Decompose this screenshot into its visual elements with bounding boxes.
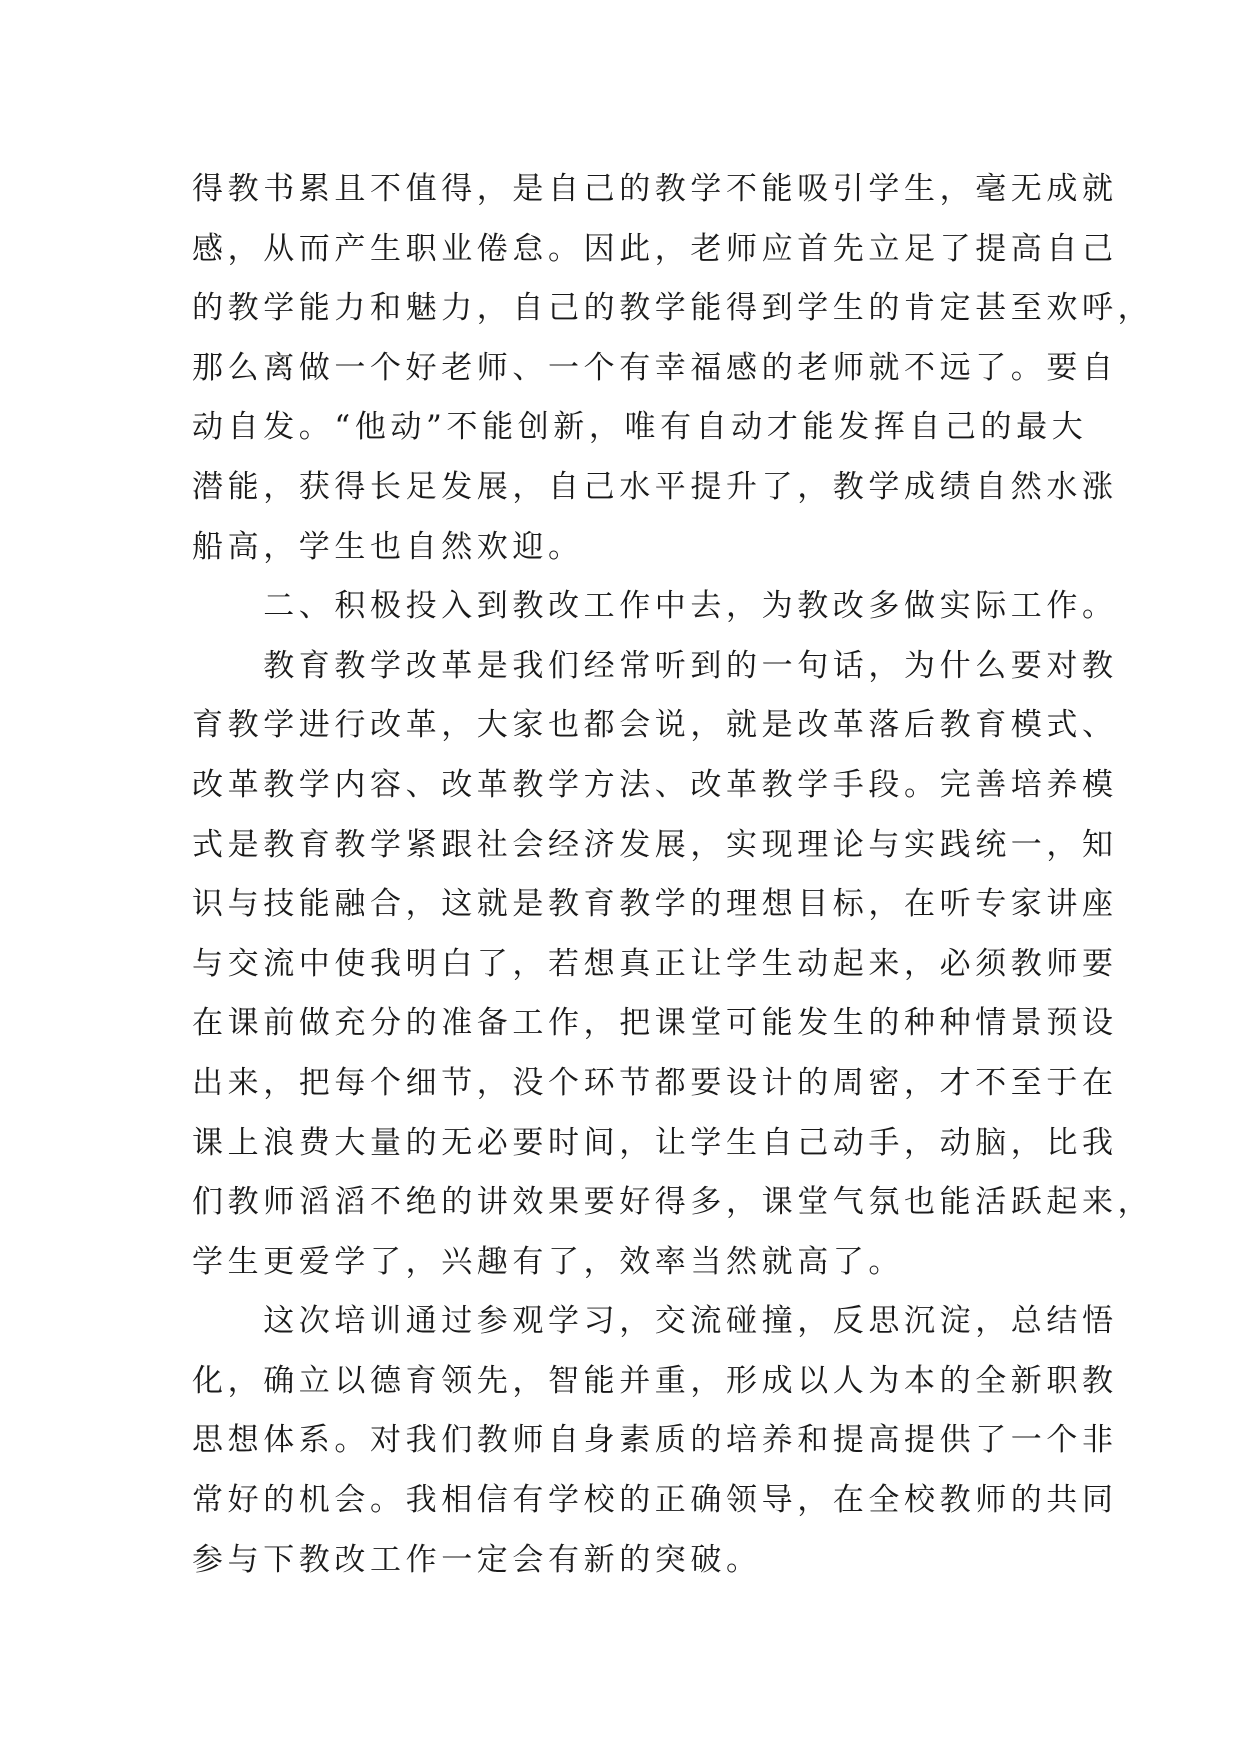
- text-line: 化，确立以德育领先，智能并重，形成以人为本的全新职教: [192, 1362, 1118, 1399]
- text-line: 识与技能融合，这就是教育教学的理想目标，在听专家讲座: [192, 886, 1118, 923]
- text-line: 得教书累且不值得，是自己的教学不能吸引学生，毫无成就: [192, 171, 1118, 207]
- text-line: 潜能，获得长足发展，自己水平提升了，教学成绩自然水涨: [192, 468, 1118, 505]
- text-line: 那么离做一个好老师、一个有幸福感的老师就不远了。要自: [192, 349, 1118, 386]
- text-line: 思想体系。对我们教师自身素质的培养和提高提供了一个非: [192, 1422, 1118, 1459]
- text-line: 改革教学内容、改革教学方法、改革教学手段。完善培养模: [192, 766, 1118, 803]
- text-line: 船高，学生也自然欢迎。: [192, 528, 584, 565]
- text-line: 教育教学改革是我们经常听到的一句话，为什么要对教: [192, 647, 1118, 684]
- body-text: [192, 160, 1154, 1590]
- section-heading: 二、积极投入到教改工作中去，为教改多做实际工作。: [192, 588, 1118, 625]
- text-line: 参与下教改工作一定会有新的突破。: [192, 1541, 762, 1578]
- text-line: 育教学进行改革，大家也都会说，就是改革落后教育模式、: [192, 707, 1118, 744]
- text-line: 课上浪费大量的无必要时间，让学生自己动手，动脑，比我: [192, 1124, 1118, 1161]
- text-line: 们教师滔滔不绝的讲效果要好得多，课堂气氛也能活跃起来，: [192, 1184, 1154, 1221]
- text-line: 出来，把每个细节，没个环节都要设计的周密，才不至于在: [192, 1064, 1118, 1101]
- text-line: 在课前做充分的准备工作，把课堂可能发生的种种情景预设: [192, 1005, 1118, 1042]
- text-line: 常好的机会。我相信有学校的正确领导，在全校教师的共同: [192, 1482, 1118, 1519]
- text-line: 式是教育教学紧跟社会经济发展，实现理论与实践统一，知: [192, 826, 1118, 863]
- text-line: 感，从而产生职业倦怠。因此，老师应首先立足了提高自己: [192, 230, 1118, 267]
- text-line: 动自发。“他动”不能创新，唯有自动才能发挥自己的最大: [192, 409, 1088, 446]
- text-line: 这次培训通过参观学习，交流碰撞，反思沉淀，总结悟: [192, 1303, 1118, 1340]
- text-line: 与交流中使我明白了，若想真正让学生动起来，必须教师要: [192, 945, 1118, 982]
- text-line: 学生更爱学了，兴趣有了，效率当然就高了。: [192, 1243, 904, 1280]
- text-line: 的教学能力和魅力，自己的教学能得到学生的肯定甚至欢呼，: [192, 290, 1154, 327]
